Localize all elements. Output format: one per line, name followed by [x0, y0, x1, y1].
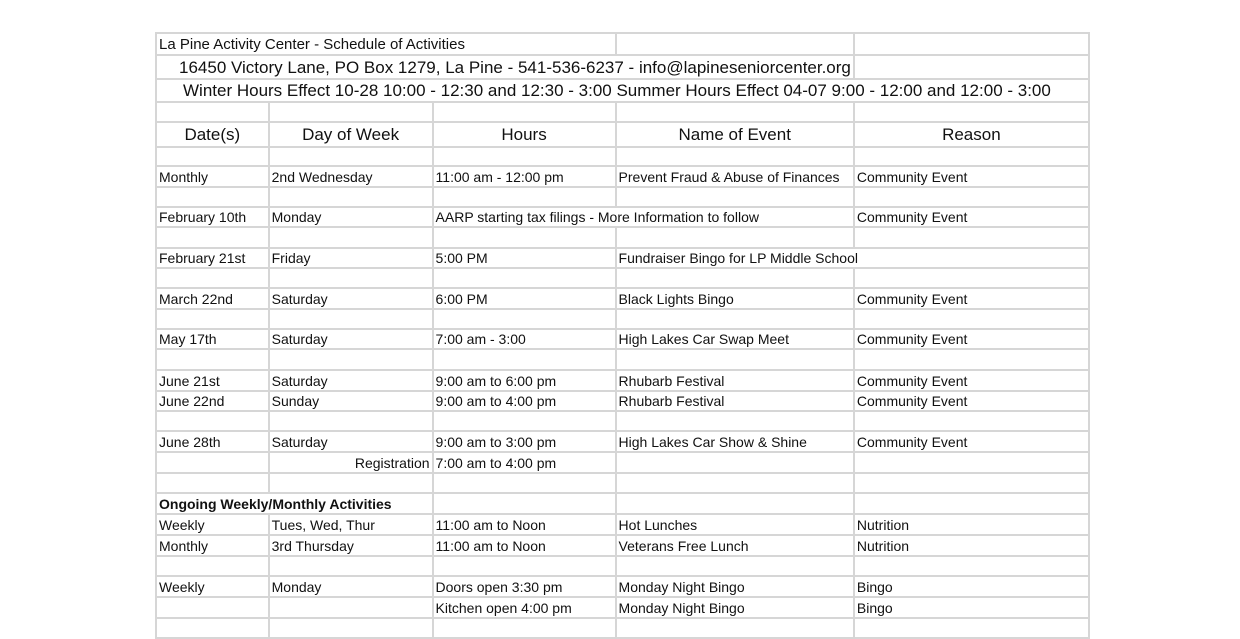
- table-row: Monthly 3rd Thursday 11:00 am to Noon Veterans Free Lunch Nutrition: [156, 535, 1089, 556]
- header-event: Name of Event: [616, 122, 854, 147]
- table-row: Monthly 2nd Wednesday 11:00 am - 12:00 pm Prevent Fraud & Abuse of Finances Community Event: [156, 166, 1089, 187]
- table-row: Kitchen open 4:00 pm Monday Night Bingo Bingo: [156, 597, 1089, 618]
- table-row: Registration 7:00 am to 4:00 pm: [156, 452, 1089, 473]
- header-dates: Date(s): [156, 122, 269, 147]
- address: 16450 Victory Lane, PO Box 1279, La Pine - 541-536-6237 - info@lapineseniorcenter.org: [156, 55, 854, 79]
- hours-note-row: [156, 79, 1089, 102]
- ongoing-heading: Ongoing Weekly/Monthly Activities: [156, 493, 433, 514]
- sheet-title: La Pine Activity Center - Schedule of Activities: [156, 33, 616, 55]
- table-row: February 21st Friday 5:00 PM Fundraiser Bingo for LP Middle School: [156, 248, 1089, 268]
- table-row: June 21st Saturday 9:00 am to 6:00 pm Rhubarb Festival Community Event: [156, 370, 1089, 391]
- address-row: [156, 55, 1089, 79]
- header-day: Day of Week: [269, 122, 433, 147]
- table-row: Weekly Tues, Wed, Thur 11:00 am to Noon Hot Lunches Nutrition: [156, 514, 1089, 535]
- header-reason: Reason: [854, 122, 1089, 147]
- table-row: May 17th Saturday 7:00 am - 3:00 High Lakes Car Swap Meet Community Event: [156, 329, 1089, 349]
- header-row: [156, 122, 1089, 147]
- schedule-sheet: [155, 32, 1090, 639]
- header-hours: Hours: [433, 122, 616, 147]
- table-row: Weekly Monday Doors open 3:30 pm Monday Night Bingo Bingo: [156, 576, 1089, 597]
- ongoing-heading-row: [156, 493, 1089, 514]
- table-row: June 28th Saturday 9:00 am to 3:00 pm High Lakes Car Show & Shine Community Event: [156, 431, 1089, 452]
- table-row: February 10th Monday AARP starting tax filings - More Information to follow Community Event: [156, 207, 1089, 227]
- hours-note: Winter Hours Effect 10-28 10:00 - 12:30 and 12:30 - 3:00 Summer Hours Effect 04-07 9:00 - 12:00 and 12:00 - 3:00: [156, 79, 1089, 102]
- table-row: June 22nd Sunday 9:00 am to 4:00 pm Rhubarb Festival Community Event: [156, 391, 1089, 411]
- table-row: March 22nd Saturday 6:00 PM Black Lights Bingo Community Event: [156, 288, 1089, 309]
- title-row: [156, 33, 1089, 55]
